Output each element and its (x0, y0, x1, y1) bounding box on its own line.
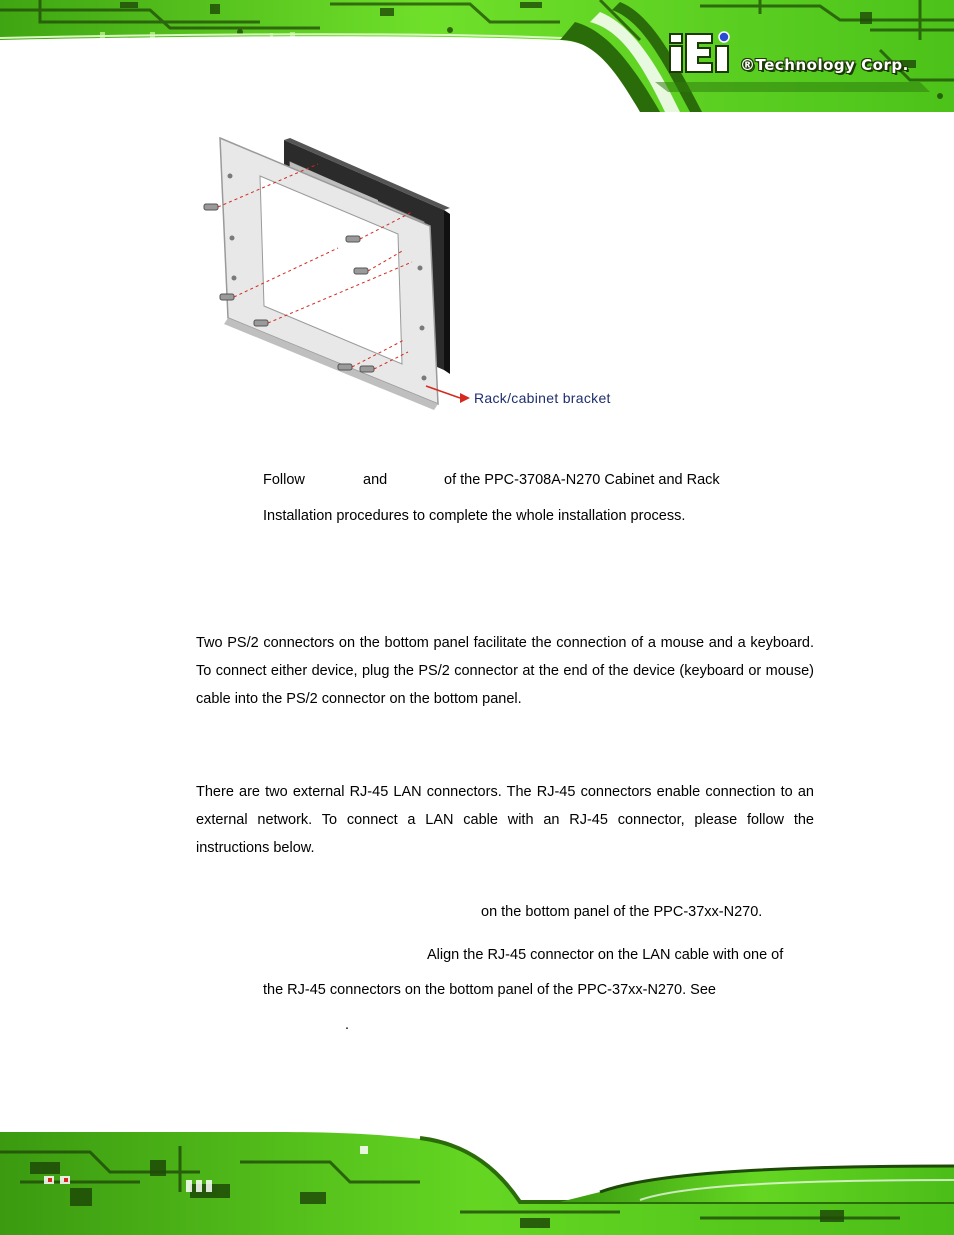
callout-label: Rack/cabinet bracket (474, 390, 611, 406)
callout-arrowhead (460, 393, 470, 403)
lan-step2-line3: . (345, 1017, 350, 1033)
iei-logo-mark (668, 30, 736, 74)
logo-text: ®Technology Corp. (740, 56, 909, 74)
step-follow-and: and (363, 472, 388, 488)
lan-step1-tail: on the bottom panel of the PPC-37xx-N270. (481, 904, 763, 920)
page-footer (0, 1122, 954, 1235)
step-follow-line2: Installation procedures to complete the whole installation process. (263, 508, 686, 524)
iei-logo (668, 26, 928, 86)
page-header (0, 0, 954, 112)
step-follow-tail: of the PPC-3708A-N270 Cabinet and Rack (444, 472, 720, 488)
lan-step2-line2: the RJ-45 connectors on the bottom panel of the PPC-37xx-N270. See (263, 982, 716, 998)
rack-bracket-figure (198, 128, 638, 418)
ps2-paragraph: Two PS/2 connectors on the bottom panel facilitate the connection of a mouse and a keyboard. To connect either device, plug the PS/2 connector at the end of the device (keyboard or mouse) cable into the PS/2 connector on the bottom panel. (196, 635, 814, 707)
lan-paragraph: There are two external RJ-45 LAN connectors. The RJ-45 connectors enable connection to an external network. To connect a LAN cable with an RJ-45 connector, please follow the instructions below. (196, 784, 814, 856)
lan-step2-line1: Align the RJ-45 connector on the LAN cable with one of (427, 947, 784, 963)
step-follow-word: Follow (263, 472, 305, 488)
footer-pcb-graphic (0, 1122, 954, 1235)
rack-bracket-illustration (198, 128, 638, 418)
logo-dot (719, 32, 729, 42)
